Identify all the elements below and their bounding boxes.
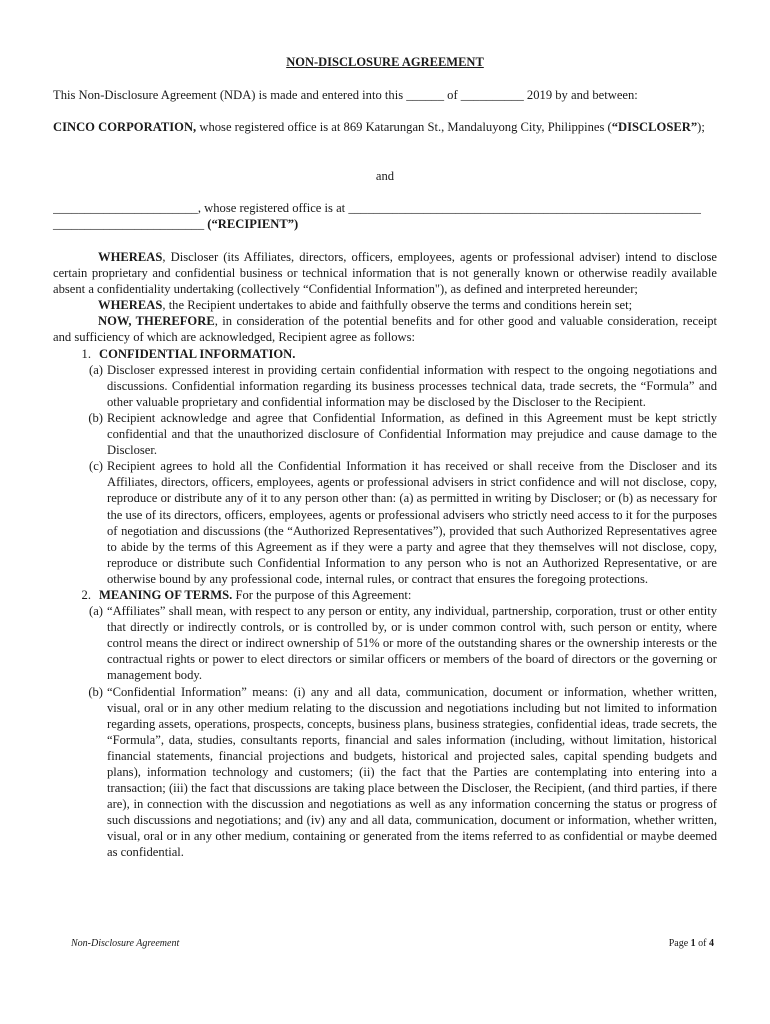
section-2-item xyxy=(53,684,717,861)
section-1-heading xyxy=(53,346,717,362)
section-1-item xyxy=(53,362,717,410)
footer-page-number xyxy=(669,938,714,949)
section-2-title-rest: For the purpose of this Agreement: xyxy=(232,587,412,602)
item-label: (a) xyxy=(89,604,103,619)
body-text xyxy=(53,249,717,861)
whereas-2-text: , the Recipient undertakes to abide and faithfully observe the terms and conditions herein set; xyxy=(162,298,633,313)
page-footer xyxy=(71,938,714,949)
intro-paragraph: This Non-Disclosure Agreement (NDA) is made and entered into this ______ of __________ 2019 by and between: xyxy=(53,88,638,102)
whereas-paragraph-2 xyxy=(53,297,717,313)
item-text: Recipient agrees to hold all the Confidential Information it has received or shall receive from the Discloser and its Affiliates, directors, officers, employees, agents or professional advisers in strict confidence and will not disclose, copy, reproduce or distribute any of it to any person other than: (a) as permitted in writing by Discloser; or (b) as necessary for the use of its directors, officers, employees, agents or professional advisers who strictly need access to it for the purposes of negotiation and discussions (the “Authorized Representatives”), provided that such Authorized Representatives agree to abide by the terms of this Agreement as if they were a party and agree that they themselves will not disclose, copy, reproduce or distribute such Confidential Information to any person who is not an Authorized Representative, or are otherwise bound by any professional code, internal rules, or contract that ensures the foregoing protections. xyxy=(107,459,717,586)
page-current: 1 xyxy=(690,938,696,949)
document-title: NON-DISCLOSURE AGREEMENT xyxy=(286,55,484,69)
discloser-address: whose registered office is at 869 Katarungan St., Mandaluyong City, Philippines ( xyxy=(196,120,612,134)
page-of: of xyxy=(695,938,709,949)
discloser-paragraph xyxy=(53,119,717,135)
discloser-label: “DISCLOSER” xyxy=(611,120,698,134)
discloser-name: CINCO CORPORATION, xyxy=(53,120,197,134)
section-1-item xyxy=(53,458,717,587)
item-label: (a) xyxy=(89,362,103,377)
section-1-number: 1. xyxy=(81,346,91,361)
therefore-paragraph xyxy=(53,313,717,345)
recipient-blank: ________________________ xyxy=(53,217,208,232)
recipient-label: (“RECIPIENT”) xyxy=(207,217,299,232)
section-2-heading xyxy=(53,587,717,603)
section-2-number: 2. xyxy=(81,587,91,602)
discloser-end: ); xyxy=(697,120,705,134)
item-text: Discloser expressed interest in providing certain confidential information with respect to the ongoing negotiations and discussions. Confidential information regarding its business processes technical data, trade secrets, the “Formula” and other valuable proprietary and confidential information may be disclosed by the Discloser to the Recipient. xyxy=(107,362,717,409)
recipient-block xyxy=(53,200,717,232)
whereas-paragraph-1 xyxy=(53,249,717,297)
therefore-bold: NOW, THEREFORE xyxy=(98,314,215,329)
page-prefix: Page xyxy=(668,938,691,949)
and-separator: and xyxy=(375,169,395,183)
page-total: 4 xyxy=(709,938,714,949)
whereas-1-text: , Discloser (its Affiliates, directors, officers, employees, agents or professional adviser) intend to disclose certain proprietary and confidential business or technical information that is not generally known or otherwise readily available absent a confidentiality undertaking (collectively “Confidential Information"), as defined and interpreted hereunder; xyxy=(53,250,717,297)
section-2-title: MEANING OF TERMS. xyxy=(99,587,233,602)
item-text: Recipient acknowledge and agree that Confidential Information, as defined in this Agreement must be kept strictly confidential and that the unauthorized disclosure of Confidential Information may prejudice and cause damage to the Discloser. xyxy=(107,410,717,458)
therefore-text: , in consideration of the potential benefits and for other good and valuable consideration, receipt and sufficiency of which are acknowledged, Recipient agree as follows: xyxy=(53,314,717,345)
section-1-title: CONFIDENTIAL INFORMATION. xyxy=(99,346,296,361)
item-label: (c) xyxy=(89,459,103,474)
item-label: (b) xyxy=(88,410,103,425)
item-text: “Confidential Information” means: (i) any and all data, communication, document or information, whether written, visual, oral or in any other medium relating to the discussion and negotiations including but not limited to information regarding assets, operations, prospects, concepts, business plans, business strategies, confidential ideas, trade secrets, the “Formula”, data, studies, consultants reports, financial and sales information (including, without limitation, historical financial statements, financial projections and budgets, historical and projected sales, capital spending budgets and plans), information technology and customers; (ii) the fact that the Parties are contemplating into entering into a transaction; (iii) the fact that discussions are taking place between the Discloser, the Recipient, (and third parties, if there are), in connection with the discussion and negotiations as well as any information concerning the status or progress of such discussions and negotiations; and (iv) any and all data, communication, document or information, whether written, visual, oral or in any other medium, containing or generated from the items referred to as confidential or maybe deemed as confidential. xyxy=(107,684,717,860)
item-text: “Affiliates” shall mean, with respect to any person or entity, any individual, partnership, corporation, trust or other entity that directly or indirectly controls, or is controlled by, or is under common control with, such person or entity, where control means the direct or indirect ownership of 51% or more of the outstanding shares or the ownership interests or the contractual rights or power to elect directors or similar officers or members of the board of directors or the governing or management body. xyxy=(107,604,717,683)
whereas-1-bold: WHEREAS xyxy=(98,250,163,264)
recipient-line-2 xyxy=(53,216,717,232)
section-2-item xyxy=(53,603,717,683)
whereas-2-bold: WHEREAS xyxy=(98,298,163,313)
footer-document-name: Non-Disclosure Agreement xyxy=(71,938,180,949)
recipient-line-1: _______________________, whose registered office is at ________________________________________________________ xyxy=(53,201,701,215)
section-1-item xyxy=(53,410,717,458)
item-label: (b) xyxy=(88,684,103,699)
